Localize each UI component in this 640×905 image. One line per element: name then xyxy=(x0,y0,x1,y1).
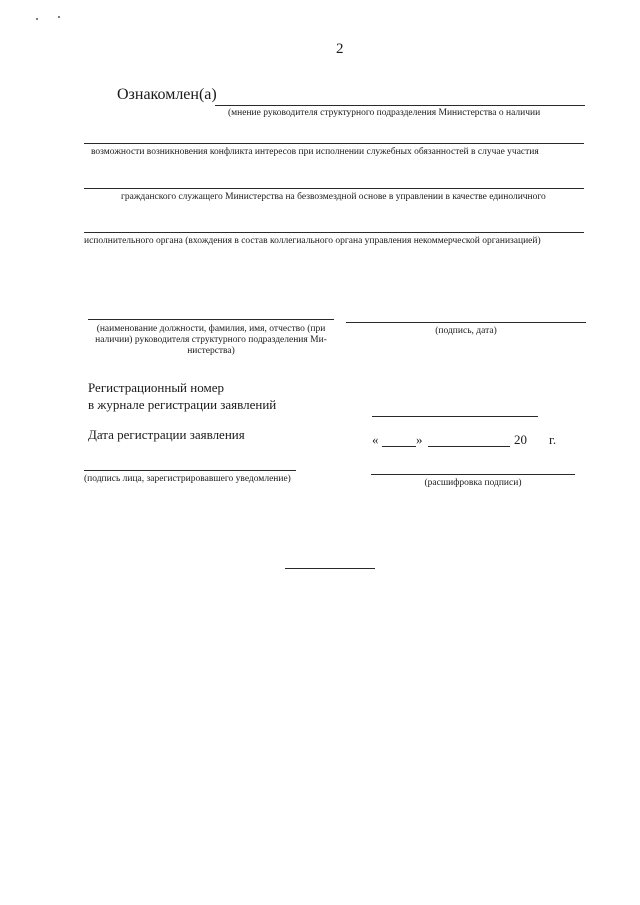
position-caption-1: (наименование должности, фамилия, имя, отчество (при xyxy=(96,324,326,334)
page-number: 2 xyxy=(336,41,344,57)
registrar-signature-caption: (подпись лица, зарегистрировавшего уведомление) xyxy=(84,474,291,484)
scan-speck xyxy=(58,16,60,18)
registration-number-label-2: в журнале регистрации заявлений xyxy=(88,397,277,412)
closing-divider xyxy=(285,568,375,569)
date-month-line xyxy=(428,446,510,447)
registrar-decoding-caption: (расшифровка подписи) xyxy=(424,478,522,488)
opinion-line-2 xyxy=(84,143,584,144)
position-caption-3: нистерства) xyxy=(187,346,235,356)
scan-speck xyxy=(36,18,38,20)
date-year-suffix: г. xyxy=(549,432,557,447)
signature-date-caption: (подпись, дата) xyxy=(435,326,497,336)
opinion-line-4 xyxy=(84,232,584,233)
date-year-prefix: 20 xyxy=(514,432,527,447)
date-open-quote: « xyxy=(372,432,379,447)
position-name-line xyxy=(88,319,334,320)
registration-date-label: Дата регистрации заявления xyxy=(88,427,245,442)
acknowledgement-caption-3: гражданского служащего Министерства на безвозмездной основе в управлении в качестве единоличного xyxy=(121,192,546,202)
registrar-signature-line xyxy=(84,470,296,471)
position-caption-2: наличии) руководителя структурного подразделения Ми- xyxy=(95,335,327,345)
acknowledgement-caption-1: (мнение руководителя структурного подразделения Министерства о наличии xyxy=(228,108,541,118)
registration-number-line xyxy=(372,416,538,417)
opinion-line-3 xyxy=(84,188,584,189)
signature-date-line xyxy=(346,322,586,323)
registrar-decoding-line xyxy=(371,474,575,475)
acknowledgement-caption-2: возможности возникновения конфликта интересов при исполнении служебных обязанностей в случае участия xyxy=(91,147,539,157)
registration-number-label-1: Регистрационный номер xyxy=(88,380,224,395)
acknowledgement-line xyxy=(215,105,585,106)
date-close-quote: » xyxy=(416,432,423,447)
date-day-line xyxy=(382,446,416,447)
acknowledgement-label: Ознакомлен(а) xyxy=(117,86,217,103)
acknowledgement-caption-4: исполнительного органа (вхождения в состав коллегиального органа управления некоммерческой организацией) xyxy=(84,236,541,246)
